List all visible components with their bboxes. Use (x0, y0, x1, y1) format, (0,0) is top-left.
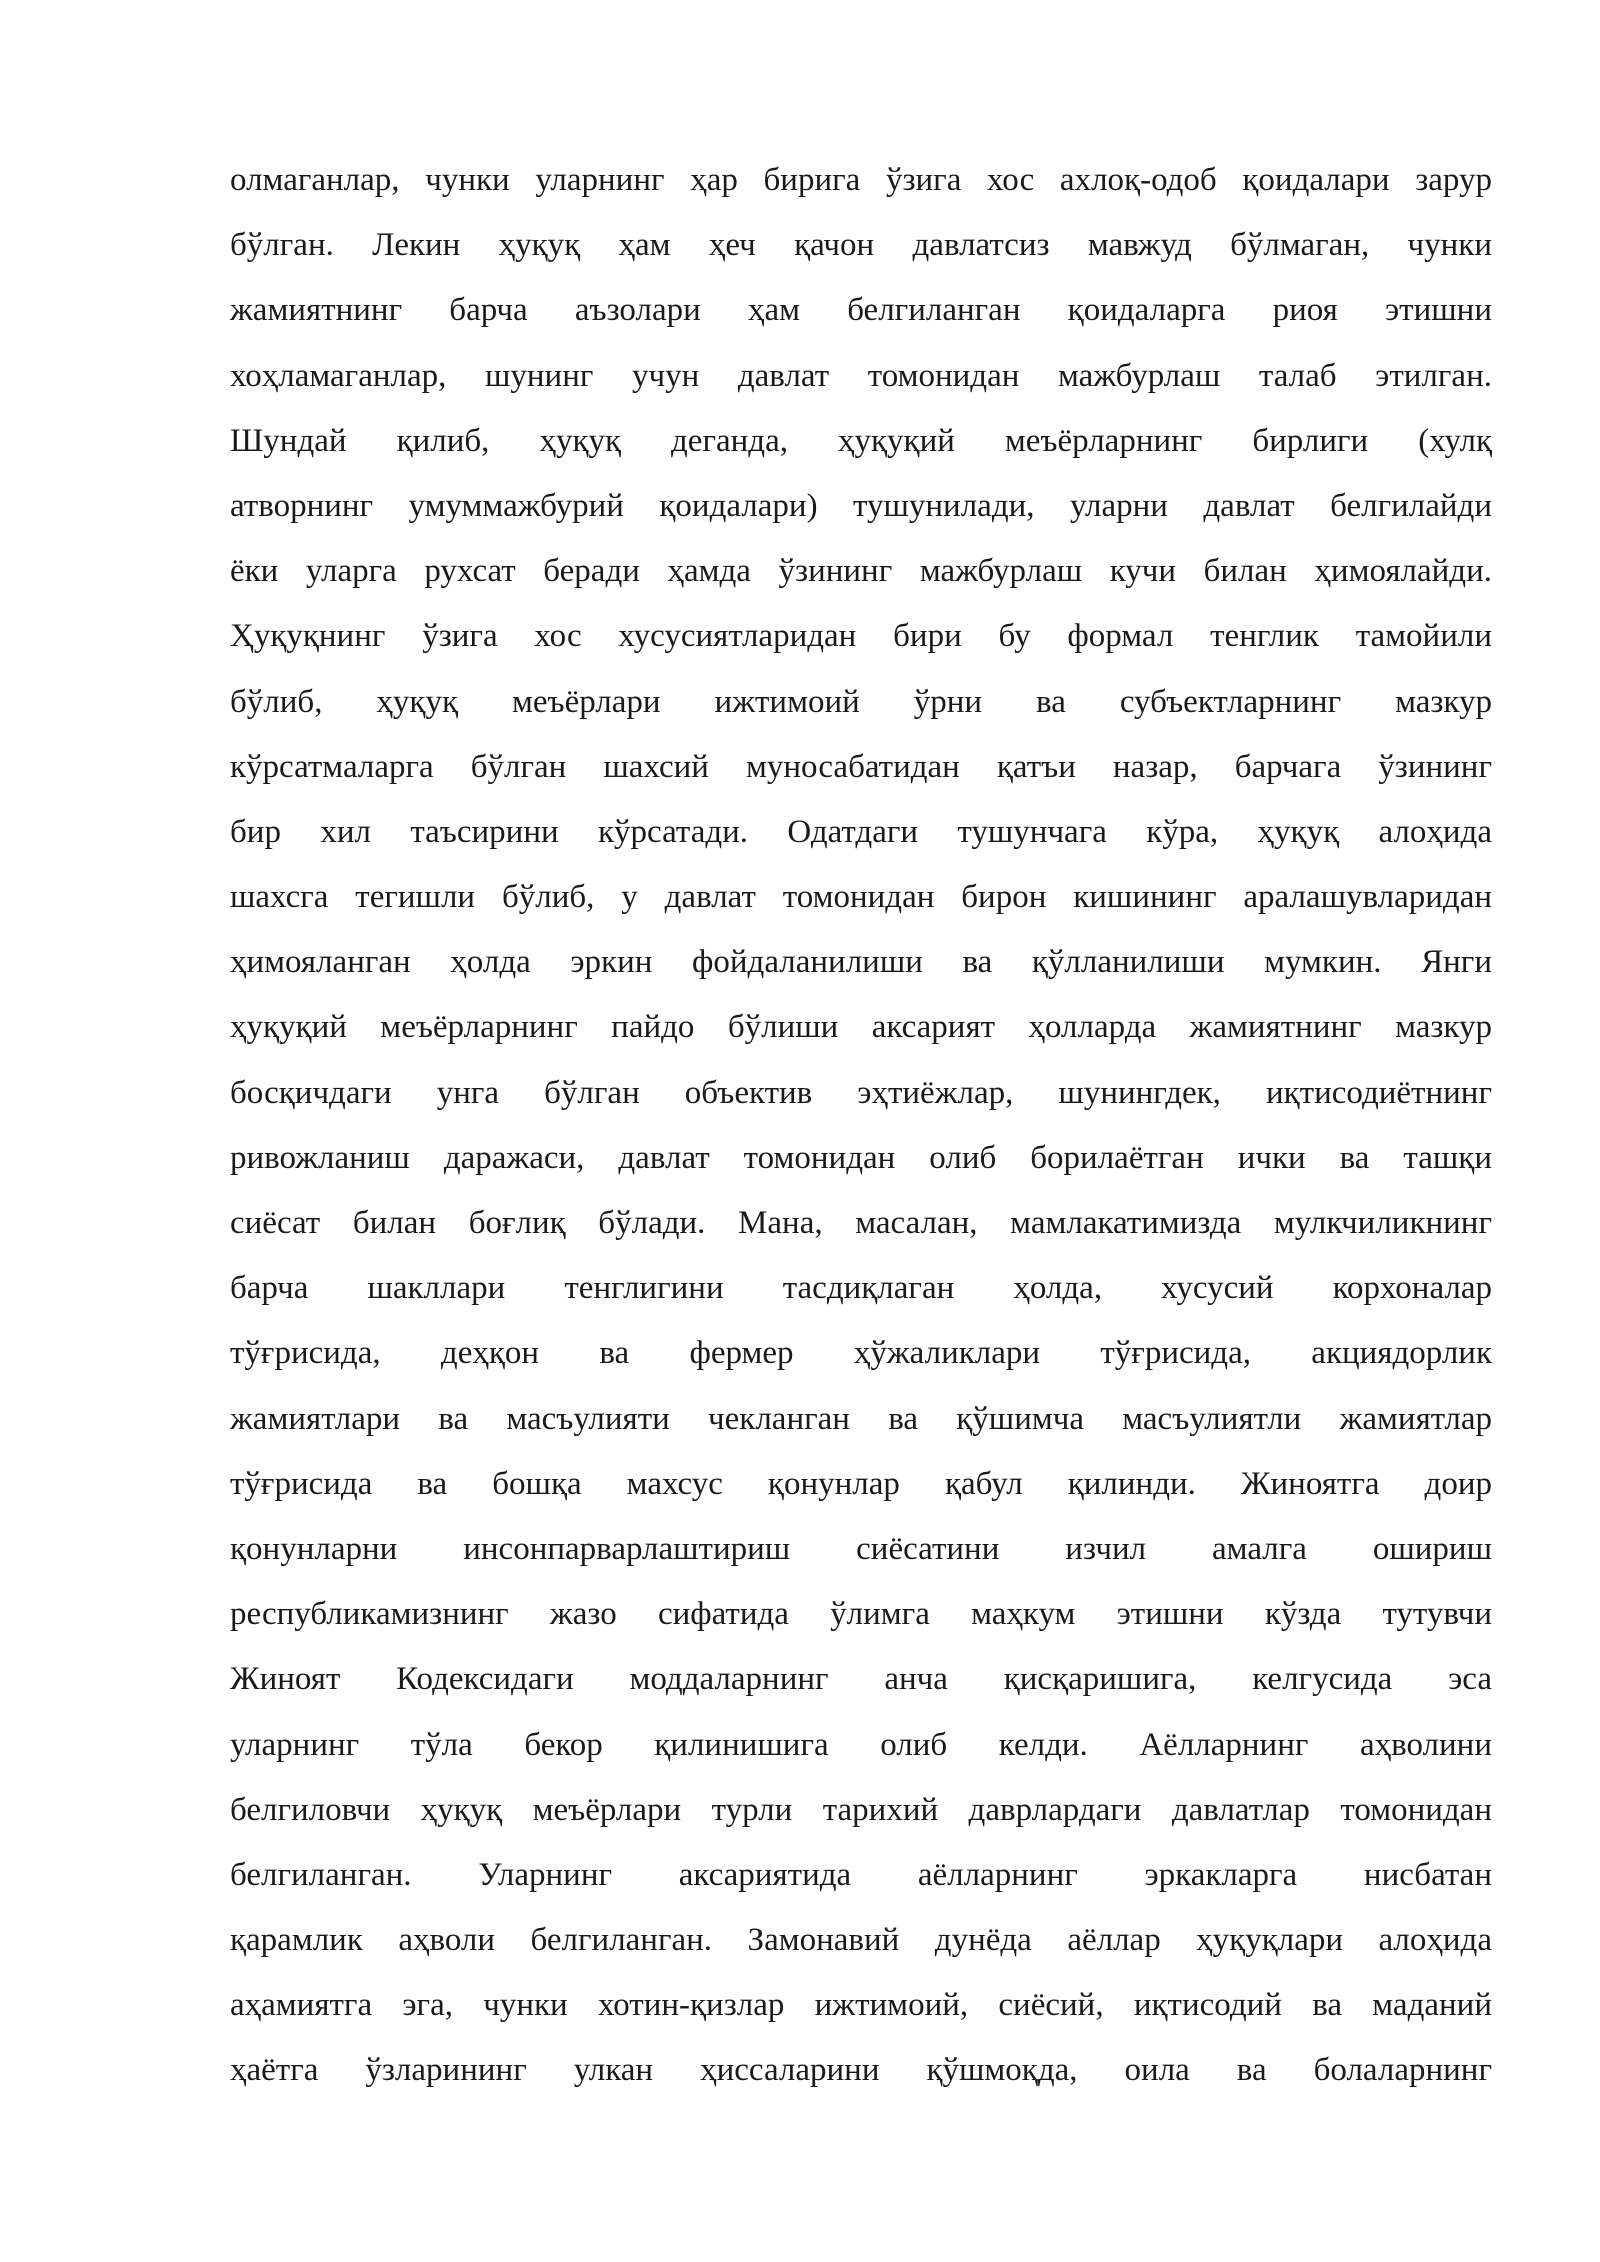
text-line: сиёсат билан боғлиқ бўлади. Мана, масалан, мамлакатимизда мулкчиликнинг (230, 1205, 1492, 1241)
text-line: ривожланиш даражаси, давлат томонидан олиб борилаётган ички ва ташқи (230, 1139, 1492, 1176)
text-line: ёки уларга рухсат беради ҳамда ўзининг мажбурлаш кучи билан ҳимоялайди. (230, 553, 1492, 590)
text-line: Ҳуқуқнинг ўзига хос хусусиятларидан бири бу формал тенглик тамойили (230, 618, 1492, 655)
text-line: бир хил таъсирини кўрсатади. Одатдаги тушунчага кўра, ҳуқуқ алоҳида (230, 813, 1492, 850)
text-line: аҳамиятга эга, чунки хотин-қизлар ижтимоий, сиёсий, иқтисодий ва маданий (230, 1987, 1492, 2024)
text-line: барча шакллари тенглигини тасдиқлаган ҳолда, хусусий корхоналар (230, 1270, 1492, 1307)
text-line: олмаганлар, чунки уларнинг ҳар бирига ўзига хос ахлоқ-одоб қоидалари зарур (230, 162, 1492, 198)
text-line: тўғрисида, деҳқон ва фермер ҳўжаликлари тўғрисида, акциядорлик (230, 1335, 1492, 1372)
body-text (230, 148, 1492, 2104)
text-line: бўлган. Лекин ҳуқуқ ҳам ҳеч қачон давлатсиз мавжуд бўлмаган, чунки (230, 227, 1492, 264)
text-line: ҳимояланган ҳолда эркин фойдаланилиши ва қўлланилиши мумкин. Янги (230, 944, 1492, 981)
text-line: ҳуқуқий меъёрларнинг пайдо бўлиши аксарият ҳолларда жамиятнинг мазкур (230, 1009, 1492, 1046)
text-line: қарамлик аҳволи белгиланган. Замонавий дунёда аёллар ҳуқуқлари алоҳида (230, 1922, 1492, 1959)
text-line: кўрсатмаларга бўлган шахсий муносабатидан қатъи назар, барчага ўзининг (230, 748, 1492, 785)
text-line: бўлиб, ҳуқуқ меъёрлари ижтимоий ўрни ва субъектларнинг мазкур (230, 683, 1492, 720)
text-line: белгиловчи ҳуқуқ меъёрлари турли тарихий даврлардаги давлатлар томонидан (230, 1791, 1492, 1828)
text-line: ҳаётга ўзларининг улкан ҳиссаларини қўшмоқда, оила ва болаларнинг (230, 2052, 1492, 2089)
text-line: жамиятнинг барча аъзолари ҳам белгиланган қоидаларга риоя этишни (230, 292, 1492, 329)
text-line: тўғрисида ва бошқа махсус қонунлар қабул қилинди. Жиноятга доир (230, 1465, 1492, 1502)
text-line: шахсга тегишли бўлиб, у давлат томонидан бирон кишининг аралашувларидан (230, 879, 1492, 916)
text-line: жамиятлари ва масъулияти чекланган ва қўшимча масъулиятли жамиятлар (230, 1400, 1492, 1437)
text-line: атворнинг умуммажбурий қоидалари) тушунилади, уларни давлат белгилайди (230, 487, 1492, 524)
text-line: республикамизнинг жазо сифатида ўлимга маҳкум этишни кўзда тутувчи (230, 1596, 1492, 1633)
text-line: белгиланган. Уларнинг аксариятида аёлларнинг эркакларга нисбатан (230, 1856, 1492, 1893)
text-line: қонунларни инсонпарварлаштириш сиёсатини изчил амалга ошириш (230, 1530, 1492, 1567)
text-line: Шундай қилиб, ҳуқуқ деганда, ҳуқуқий меъёрларнинг бирлиги (хулқ (230, 422, 1492, 459)
text-line: босқичдаги унга бўлган объектив эҳтиёжлар, шунингдек, иқтисодиётнинг (230, 1074, 1492, 1111)
text-line: Жиноят Кодексидаги моддаларнинг анча қисқаришига, келгусида эса (230, 1661, 1492, 1698)
text-line: хоҳламаганлар, шунинг учун давлат томонидан мажбурлаш талаб этилган. (230, 357, 1492, 394)
text-line: уларнинг тўла бекор қилинишига олиб келди. Аёлларнинг аҳволини (230, 1726, 1492, 1763)
